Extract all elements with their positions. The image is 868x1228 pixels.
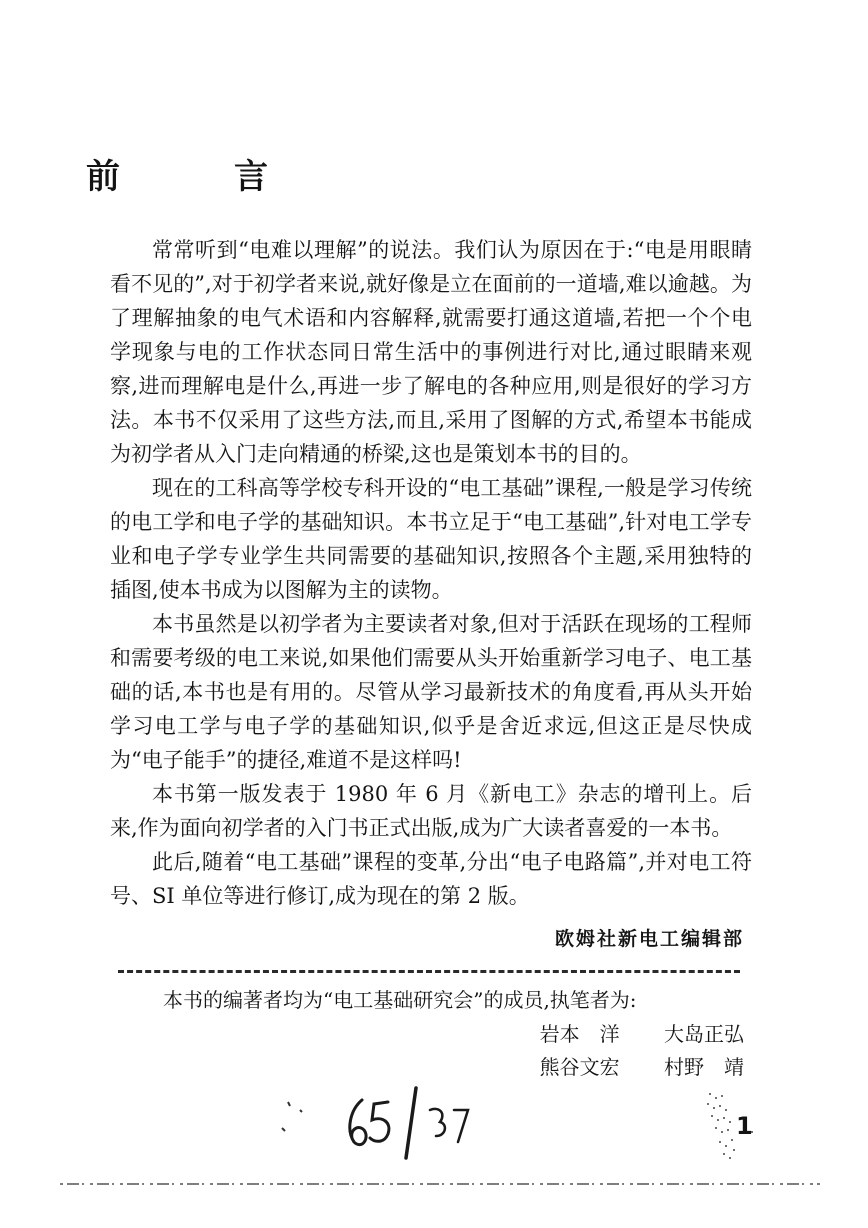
paragraph: 本书第一版发表于 1980 年 6 月《新电工》杂志的增刊上。后来,作为面向初学者的入门书正式出版,成为广大读者喜爱的一本书。 — [110, 782, 752, 840]
handwritten-stroke — [370, 1102, 389, 1141]
handwritten-stroke — [350, 1100, 366, 1145]
authors-intro: 本书的编著者均为“电工基础研究会”的成员,执笔者为: — [163, 988, 637, 1012]
page-number: 1 — [736, 1112, 753, 1140]
paragraph: 此后,随着“电工基础”课程的变革,分出“电子电路篇”,并对电工符号、SI 单位等进行修订,成为现在的第 2 版。 — [110, 850, 752, 908]
paragraph: 本书虽然是以初学者为主要读者对象,但对于活跃在现场的工程师和需要考级的电工来说,如果他们需要从头开始重新学习电子、电工基础的话,本书也是有用的。尽管从学习最新技术的角度看,再从头开始学习电工学与电子学的基础知识,似乎是舍近求远,但这正是尽快成为“电子能手”的捷径,难道不是这样吗! — [110, 612, 752, 772]
authors-line-2: 熊谷文宏 村野 靖 — [539, 1055, 744, 1079]
scan-speckle — [690, 1088, 770, 1168]
authors-line-1: 岩本 洋 大岛正弘 — [539, 1022, 744, 1046]
signature: 欧姆社新电工编辑部 — [554, 928, 744, 950]
handwritten-note — [270, 1080, 490, 1160]
paragraph: 常常听到“电难以理解”的说法。我们认为原因在于:“电是用眼睛看不见的”,对于初学者来说,就好像是立在面前的一道墙,难以逾越。为了理解抽象的电气术语和内容解释,就需要打通这道墙,若把一个个电学现象与电的工作状态同日常生活中的事例进行对比,通过眼睛来观察,进而理解电是什么,再进一步了解电的各种应用,则是很好的学习方法。本书不仅采用了这些方法,而且,采用了图解的方式,希望本书能成为初学者从入门走向精通的桥梁,这也是策划本书的目的。 — [110, 238, 752, 466]
paragraph: 现在的工科高等学校专科开设的“电工基础”课程,一般是学习传统的电工学和电子学的基础知识。本书立足于“电工基础”,针对电工学专业和电子学专业学生共同需要的基础知识,按照各个主题,采用独特的插图,使本书成为以图解为主的读物。 — [110, 476, 752, 602]
handwritten-stroke — [406, 1088, 416, 1158]
page-title: 前 言 — [86, 157, 308, 197]
preface-body — [110, 233, 752, 913]
bottom-scan-rule — [60, 1180, 820, 1190]
handwritten-stroke — [282, 1102, 302, 1131]
handwritten-stroke — [454, 1110, 468, 1142]
handwritten-stroke — [430, 1109, 445, 1136]
divider — [118, 970, 740, 973]
